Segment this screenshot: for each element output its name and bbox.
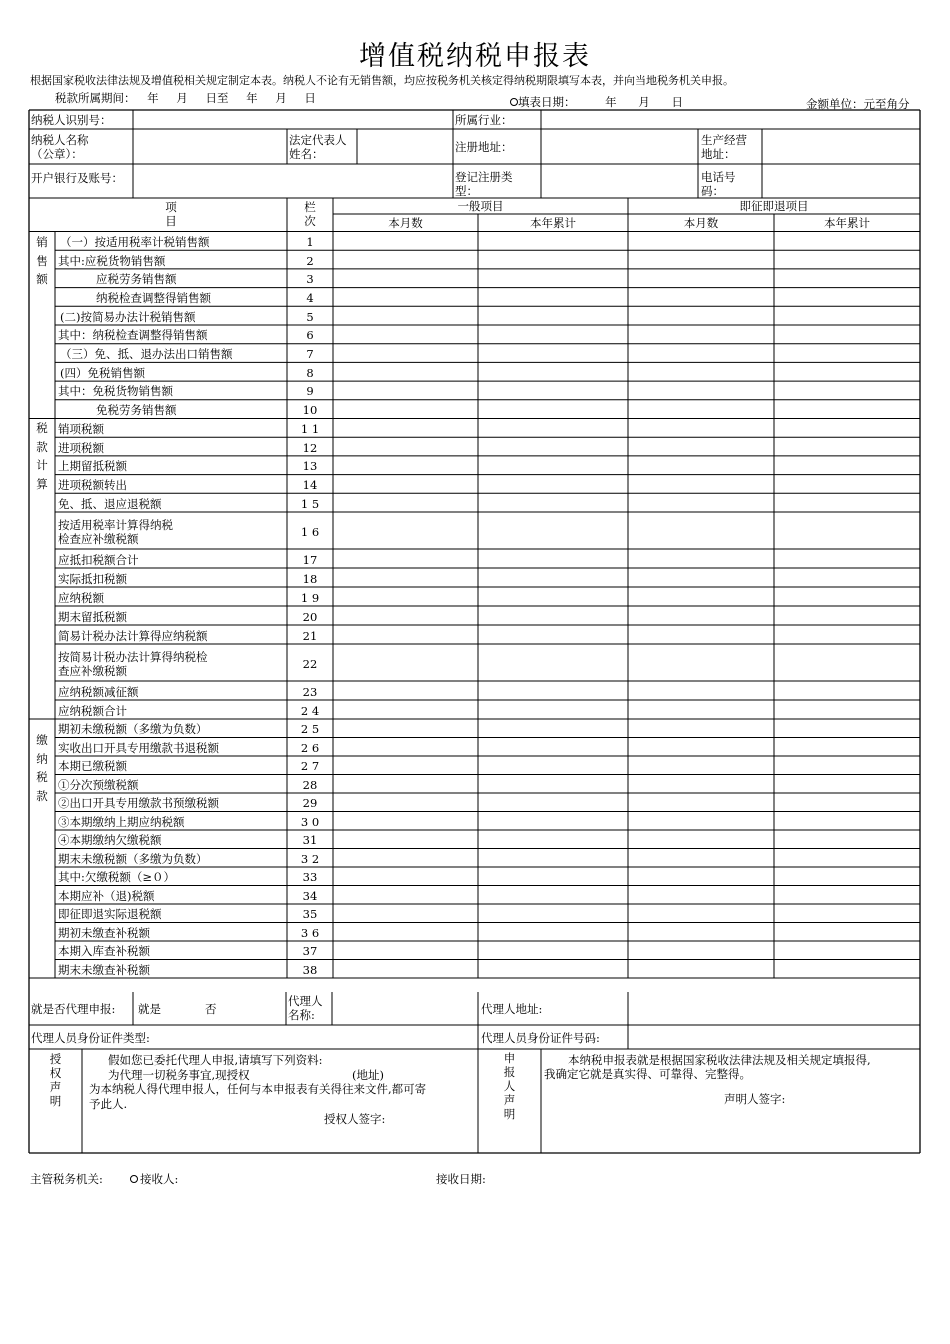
amount-unit: 金额单位：元至角分: [806, 97, 910, 111]
row-label: 本期入库查补税额: [58, 944, 150, 959]
period-dates: 年 月 日至 年 月 日: [147, 91, 316, 105]
row-label: 其中：免税货物销售额: [58, 384, 173, 399]
agent-yes: 就是: [138, 1002, 161, 1016]
section-tax-payment: 缴 纳 税 款: [36, 733, 48, 803]
row-number: 8: [306, 365, 314, 380]
page-title: 增值税纳税申报表: [359, 41, 591, 72]
row-label: 应抵扣税额合计: [58, 552, 139, 567]
row-label: 免税劳务销售额: [96, 403, 177, 418]
auth-line3: 为本纳税人得代理申报人，任何与本申报表有关得往来文件,都可寄: [89, 1082, 427, 1096]
row-label: 期末留抵税额: [58, 609, 127, 624]
biz-address-label: 生产经营 地址：: [701, 133, 747, 161]
row-number: 38: [302, 962, 318, 977]
row-number: 20: [302, 609, 318, 624]
row-number: 17: [302, 552, 318, 567]
row-label: 其中:应税货物销售额: [58, 253, 166, 268]
row-label: 期末未缴税额（多缴为负数）: [58, 851, 208, 866]
row-number: 2: [306, 253, 314, 268]
fill-date-value: 年 月 日: [605, 95, 683, 109]
section-tax-calc: 税 款 计 算: [36, 421, 48, 491]
row-label: 本期应补（退)税额: [58, 888, 155, 903]
row-label: 应纳税额合计: [58, 703, 127, 718]
row-number: 1 6: [300, 524, 320, 539]
row-label: 简易计税办法计算得应纳税额: [58, 628, 208, 643]
row-label: (四）免税销售额: [60, 365, 145, 380]
row-number: 2 5: [300, 722, 320, 737]
auth-line1: 假如您已委托代理人申报,请填写下列资料:: [108, 1053, 323, 1067]
row-label: (二)按简易办法计税销售额: [60, 309, 196, 324]
decl-label: 申 报 人 声 明: [503, 1051, 516, 1121]
taxpayer-id-label: 纳税人识别号：: [31, 113, 112, 127]
period-label: 税款所属期间：: [55, 91, 136, 105]
row-label: ③本期缴纳上期应纳税额: [58, 814, 185, 829]
row-label: 即征即退实际退税额: [58, 907, 162, 922]
row-number: 33: [302, 870, 318, 885]
agent-name-label: 代理人 名称:: [288, 994, 323, 1022]
agent-no: 否: [205, 1002, 217, 1016]
auth-line4: 予此人.: [89, 1097, 128, 1111]
row-number: 13: [302, 459, 318, 474]
footer-receiver: 接收人:: [140, 1172, 179, 1186]
row-number: 29: [302, 796, 318, 811]
row-number: 9: [306, 384, 314, 399]
section-sales: 销 售 额: [36, 235, 48, 286]
is-agent-label: 就是否代理申报:: [31, 1002, 116, 1016]
row-label: 纳税检查调整得销售额: [96, 290, 211, 305]
row-label: 期初未缴查补税额: [58, 925, 150, 940]
row-number: 37: [302, 944, 318, 959]
decl-sign: 声明人签字:: [724, 1092, 786, 1106]
row-number: 35: [302, 907, 318, 922]
row-label: （三）免、抵、退办法出口销售额: [60, 347, 233, 362]
row-label: 销项税额: [58, 421, 104, 436]
reg-address-label: 注册地址：: [455, 140, 513, 154]
auth-line2: 为代理一切税务事宜,现授权: [108, 1068, 250, 1082]
row-label: 按简易计税办法计算得纳税检 查应补缴税额: [58, 649, 208, 678]
row-label: 进项税额转出: [58, 477, 127, 492]
row-number: 31: [302, 833, 318, 848]
immediate-month-header: 本月数: [683, 216, 719, 230]
row-label: 应纳税额减征额: [58, 684, 139, 699]
col-no-header: 栏 次: [304, 200, 316, 228]
row-number: 7: [306, 347, 314, 362]
row-number: 10: [302, 403, 318, 418]
immediate-year-header: 本年累计: [824, 216, 870, 230]
general-header: 一般项目: [457, 199, 504, 213]
row-label: 应纳税额: [58, 590, 104, 605]
row-number: 1 5: [300, 496, 320, 511]
row-number: 22: [302, 656, 318, 671]
row-label: 上期留抵税额: [58, 459, 127, 474]
auth-line2-address: (地址): [352, 1068, 384, 1082]
row-number: 3: [306, 272, 314, 287]
agent-id-type-label: 代理人员身份证件类型:: [31, 1031, 150, 1045]
row-number: 3 0: [300, 814, 320, 829]
reg-type-label: 登记注册类 型：: [455, 170, 513, 198]
row-number: 3 2: [300, 851, 320, 866]
phone-label: 电话号 码：: [701, 170, 736, 198]
row-label: 其中:欠缴税额（≥０）: [58, 870, 176, 885]
row-number: 21: [302, 628, 318, 643]
footer-receive-date: 接收日期:: [436, 1172, 486, 1186]
row-number: 1 9: [300, 590, 320, 605]
agent-address-label: 代理人地址:: [481, 1002, 543, 1016]
row-number: 2 7: [300, 759, 320, 774]
row-number: 5: [306, 309, 314, 324]
row-label: 进项税额: [58, 440, 104, 455]
footer-authority: 主管税务机关:: [30, 1172, 103, 1186]
row-label: 应税劳务销售额: [96, 272, 177, 287]
row-number: 2 4: [300, 703, 320, 718]
legal-rep-label: 法定代表人 姓名：: [289, 133, 347, 161]
row-label: ②出口开具专用缴款书预缴税额: [58, 796, 219, 811]
row-number: 18: [302, 571, 318, 586]
row-number: 6: [306, 328, 314, 343]
agent-id-number-label: 代理人员身份证件号码:: [481, 1031, 600, 1045]
auth-sign: 授权人签字:: [324, 1112, 386, 1126]
row-number: 12: [302, 440, 318, 455]
row-label: 实际抵扣税额: [58, 571, 127, 586]
bank-label: 开户银行及账号：: [31, 171, 123, 185]
row-number: 2 6: [300, 740, 320, 755]
immediate-header: 即征即退项目: [739, 199, 809, 213]
auth-label: 授 权 声 明: [49, 1052, 62, 1108]
general-month-header: 本月数: [388, 216, 423, 230]
row-label: ①分次预缴税额: [58, 777, 139, 792]
row-number: 23: [302, 684, 318, 699]
row-label: 实收出口开具专用缴款书退税额: [58, 740, 219, 755]
row-number: 1: [306, 234, 314, 249]
bullet-icon: [130, 1175, 138, 1183]
decl-line2: 我确定它就是真实得、可靠得、完整得。: [544, 1067, 751, 1081]
row-number: 1 1: [300, 421, 320, 436]
row-label: 免、抵、退应退税额: [58, 496, 162, 511]
row-label: 期初未缴税额（多缴为负数）: [58, 722, 208, 737]
row-number: 28: [302, 777, 318, 792]
intro-text: 根据国家税收法律法规及增值税相关规定制定本表。纳税人不论有无销售额，均应按税务机关核定得纳税期限填写本表，并向当地税务机关申报。: [30, 74, 734, 87]
general-year-header: 本年累计: [530, 216, 576, 230]
row-number: 4: [306, 290, 314, 305]
fill-date-label: 填表日期：: [518, 95, 576, 109]
row-number: 14: [302, 477, 318, 492]
row-label: 按适用税率计算得纳税 检查应补缴税额: [58, 517, 173, 546]
item-header: 项 目: [165, 200, 177, 228]
row-label: 其中：纳税检查调整得销售额: [58, 328, 208, 343]
row-label: ④本期缴纳欠缴税额: [58, 833, 162, 848]
decl-line1: 本纳税申报表就是根据国家税收法律法规及相关规定填报得,: [568, 1053, 871, 1067]
row-number: 34: [302, 888, 318, 903]
taxpayer-name-label: 纳税人名称 （公章）：: [31, 133, 89, 161]
row-number: 3 6: [300, 925, 320, 940]
row-label: （一）按适用税率计税销售额: [60, 234, 210, 249]
row-label: 本期已缴税额: [58, 759, 127, 774]
industry-label: 所属行业：: [455, 113, 513, 127]
row-label: 期末未缴查补税额: [58, 962, 150, 977]
